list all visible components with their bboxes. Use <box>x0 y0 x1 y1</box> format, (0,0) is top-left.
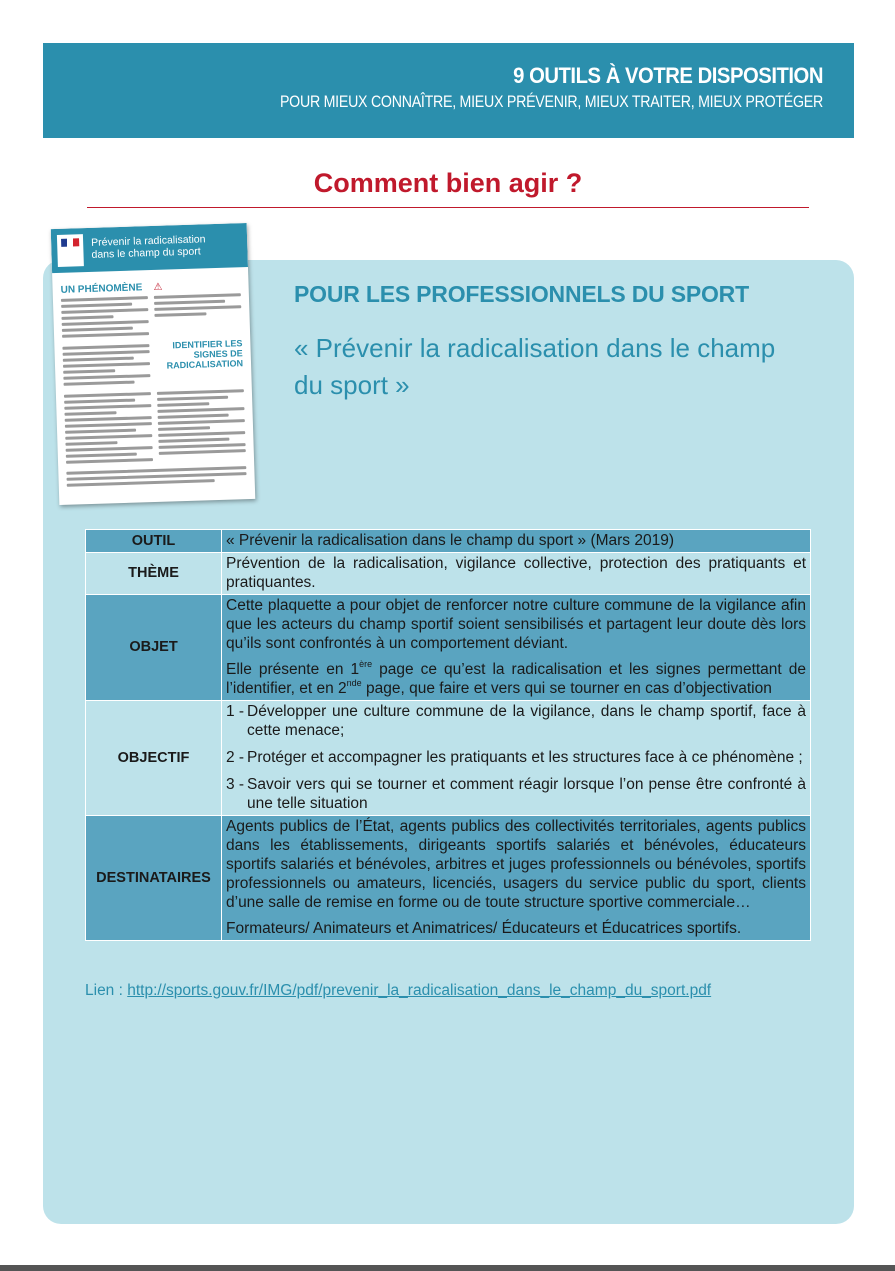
thumbnail-title: Prévenir la radicalisation dans le champ du sport <box>90 233 206 261</box>
list-item: 1 - Développer une culture commune de la vigilance, dans le champ sportif, face à cette menace; <box>226 703 806 739</box>
table-row-outil <box>86 530 811 553</box>
row-value <box>222 595 811 701</box>
list-item: 3 - Savoir vers qui se tourner et comment réagir lorsque l’on pense être confronté à une telle situation <box>226 776 806 812</box>
row-value <box>222 701 811 816</box>
destinataires-paragraph: Agents publics de l’État, agents publics des collectivités territoriales, agents publics dans les établissements, dirigeants sportifs salariés et bénévoles, éducateurs sportifs salariés et bénévoles, arbitres et juges professionnels ou bénévoles, sportifs professionnels ou amateurs, licenciés, usagers du service public du sport, clients d’une salle de remise en forme ou de toute structure sportive commerciale… <box>226 818 806 911</box>
row-label: THÈME <box>86 553 222 595</box>
table-row-destinataires <box>86 816 811 941</box>
banner-subtitle: POUR MIEUX CONNAÎTRE, MIEUX PRÉVENIR, MIEUX TRAITER, MIEUX PROTÉGER <box>279 93 824 111</box>
objet-paragraph: Cette plaquette a pour objet de renforcer notre culture commune de la vigilance afin que les acteurs du champ sportif soient sensibilisés et partagent leur doute dès lors qu’ils sont confrontés à un comportement déviant. <box>226 597 806 652</box>
link-label: Lien : <box>85 982 128 999</box>
thumbnail-heading-identifier: IDENTIFIER LES SIGNES DE RADICALISATION <box>166 338 244 371</box>
row-value <box>222 816 811 941</box>
row-value: « Prévenir la radicalisation dans le champ du sport » (Mars 2019) <box>222 530 811 553</box>
table-row-theme <box>86 553 811 595</box>
header-banner <box>43 43 854 138</box>
row-label: OBJECTIF <box>86 701 222 816</box>
destinataires-paragraph: Formateurs/ Animateurs et Animatrices/ Éducateurs et Éducatrices sportifs. <box>226 920 742 937</box>
row-label: OUTIL <box>86 530 222 553</box>
flag-icon <box>61 238 79 247</box>
brochure-quote-title: « Prévenir la radicalisation dans le champ du sport » <box>294 333 776 400</box>
row-label: OBJET <box>86 595 222 701</box>
row-label: DESTINATAIRES <box>86 816 222 941</box>
brochure-thumbnail <box>51 223 256 505</box>
title-divider <box>87 207 809 208</box>
brochure-pdf-link[interactable]: http://sports.gouv.fr/IMG/pdf/prevenir_la_radicalisation_dans_le_champ_du_sport.pdf <box>127 982 712 999</box>
section-title: POUR LES PROFESSIONNELS DU SPORT <box>294 281 749 307</box>
list-item: 2 - Protéger et accompagner les pratiquants et les structures face à ce phénomène ; <box>226 749 803 766</box>
table-row-objectif <box>86 701 811 816</box>
page-bottom-edge <box>0 1265 895 1271</box>
thumbnail-header <box>51 223 248 273</box>
table-row-objet <box>86 595 811 701</box>
thumbnail-heading-phenomene: UN PHÉNOMÈNE <box>60 282 143 296</box>
objet-paragraph: Elle présente en 1ère page ce qu’est la radicalisation et les signes permettant de l’identifier, et en 2nde page, que faire et vers qui se tourner en cas d’objectivation <box>226 659 806 697</box>
link-row <box>85 982 711 1000</box>
thumbnail-body <box>52 267 255 493</box>
banner-title: 9 OUTILS À VOTRE DISPOSITION <box>513 63 823 88</box>
tool-info-table <box>85 529 811 941</box>
warning-icon: ⚠ <box>153 281 163 293</box>
page-title: Comment bien agir ? <box>313 168 583 198</box>
row-value: Prévention de la radicalisation, vigilance collective, protection des pratiquants et pratiquantes. <box>222 553 811 595</box>
